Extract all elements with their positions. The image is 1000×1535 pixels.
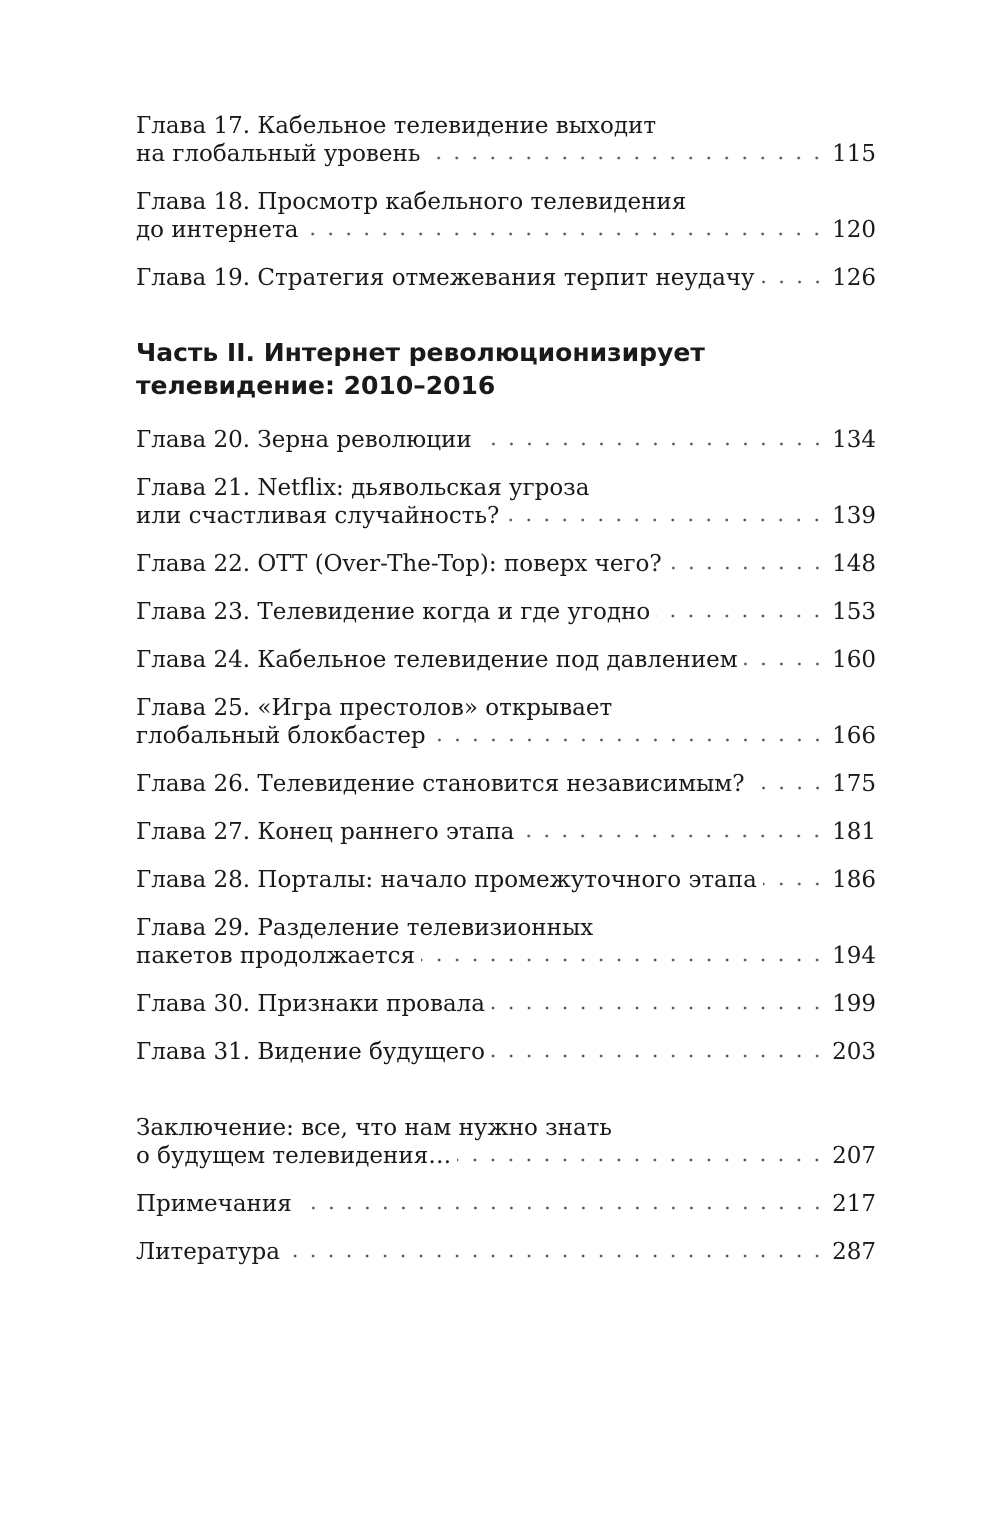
toc-entry-ch21 <box>136 474 876 530</box>
dot-leader <box>478 433 826 447</box>
toc-page-number: 203 <box>832 1039 876 1065</box>
toc-entry-title-line1: Глава 17. Кабельное телевидение выходит <box>136 113 657 139</box>
dot-leader <box>457 1149 826 1163</box>
toc-entry-title-line1: Глава 21. Netflix: дьявольская угроза <box>136 475 590 501</box>
toc-entry-ch18 <box>136 188 876 244</box>
toc-page-number: 160 <box>832 647 876 673</box>
toc-entry-ch27 <box>136 818 876 846</box>
toc-entry-ch29 <box>136 914 876 970</box>
toc-entry-ch17 <box>136 112 876 168</box>
dot-leader <box>491 1045 826 1059</box>
dot-leader <box>763 873 826 887</box>
toc-page-number: 153 <box>832 599 876 625</box>
toc-entry-title-line1: Заключение: все, что нам нужно знать <box>136 1115 612 1141</box>
toc-page-number: 186 <box>832 867 876 893</box>
toc-entry-conclusion <box>136 1114 876 1170</box>
toc-entry-title-line2: пакетов продолжается <box>136 943 415 969</box>
toc-page-number: 166 <box>832 723 876 749</box>
table-of-contents <box>136 112 876 1286</box>
dot-leader <box>426 147 826 161</box>
toc-entry-ch25 <box>136 694 876 750</box>
toc-page-number: 134 <box>832 427 876 453</box>
toc-entry-title-line2: на глобальный уровень <box>136 141 421 167</box>
toc-entry-title: Глава 19. Стратегия отмежевания терпит неудачу <box>136 265 755 291</box>
dot-leader <box>432 729 826 743</box>
toc-entry-ch23 <box>136 598 876 626</box>
toc-entry-title: Глава 24. Кабельное телевидение под давлением <box>136 647 738 673</box>
dot-leader <box>751 777 827 791</box>
toc-entry-title-line2: до интернета <box>136 217 299 243</box>
toc-entry-title-line1: Глава 29. Разделение телевизионных <box>136 915 594 941</box>
toc-page-number: 194 <box>832 943 876 969</box>
part-heading-line2: телевидение: 2010–2016 <box>136 371 496 400</box>
toc-entry-ch22 <box>136 550 876 578</box>
toc-page-number: 199 <box>832 991 876 1017</box>
toc-entry-title-line2: или счастливая случайность? <box>136 503 500 529</box>
toc-page-number: 126 <box>832 265 876 291</box>
toc-page-number: 181 <box>832 819 876 845</box>
toc-entry-title-line2: о будущем телевидения… <box>136 1143 452 1169</box>
toc-entry-ch31 <box>136 1038 876 1066</box>
toc-entry-ch28 <box>136 866 876 894</box>
section-spacer <box>136 1086 876 1114</box>
toc-entry-title: Глава 26. Телевидение становится независимым? <box>136 771 745 797</box>
toc-page-number: 217 <box>832 1191 876 1217</box>
toc-entry-title: Литература <box>136 1239 280 1265</box>
part-heading-line1: Часть II. Интернет революционизирует <box>136 338 705 367</box>
toc-page-number: 115 <box>832 141 876 167</box>
toc-page-number: 207 <box>832 1143 876 1169</box>
dot-leader <box>491 997 826 1011</box>
toc-entry-title: Глава 23. Телевидение когда и где угодно <box>136 599 651 625</box>
toc-entry-title: Глава 22. OTT (Over-The-Top): поверх чего? <box>136 551 662 577</box>
dot-leader <box>668 557 826 571</box>
toc-entry-title: Глава 30. Признаки провала <box>136 991 486 1017</box>
toc-entry-title-line2: глобальный блокбастер <box>136 723 426 749</box>
dot-leader <box>520 825 826 839</box>
toc-entry-title: Примечания <box>136 1191 292 1217</box>
toc-page-number: 120 <box>832 217 876 243</box>
dot-leader <box>421 949 826 963</box>
toc-entry-title-line1: Глава 25. «Игра престолов» открывает <box>136 695 613 721</box>
toc-entry-title-line1: Глава 18. Просмотр кабельного телевидения <box>136 189 687 215</box>
toc-entry-ch30 <box>136 990 876 1018</box>
dot-leader <box>761 271 827 285</box>
toc-entry-title: Глава 28. Порталы: начало промежуточного этапа <box>136 867 757 893</box>
toc-entry-title: Глава 31. Видение будущего <box>136 1039 485 1065</box>
toc-entry-title: Глава 27. Конец раннего этапа <box>136 819 515 845</box>
toc-entry-ch24 <box>136 646 876 674</box>
toc-page-number: 287 <box>832 1239 876 1265</box>
toc-entry-title: Глава 20. Зерна революции <box>136 427 472 453</box>
dot-leader <box>304 223 826 237</box>
toc-entry-ch19 <box>136 264 876 292</box>
toc-entry-ch26 <box>136 770 876 798</box>
toc-entry-literature <box>136 1238 876 1266</box>
dot-leader <box>298 1197 826 1211</box>
toc-page-number: 175 <box>832 771 876 797</box>
dot-leader <box>505 509 826 523</box>
toc-entry-ch20 <box>136 426 876 454</box>
part-heading <box>136 336 876 402</box>
dot-leader <box>656 605 826 619</box>
toc-entry-notes <box>136 1190 876 1218</box>
dot-leader <box>286 1245 826 1259</box>
toc-page-number: 139 <box>832 503 876 529</box>
toc-page-number: 148 <box>832 551 876 577</box>
dot-leader <box>744 653 826 667</box>
